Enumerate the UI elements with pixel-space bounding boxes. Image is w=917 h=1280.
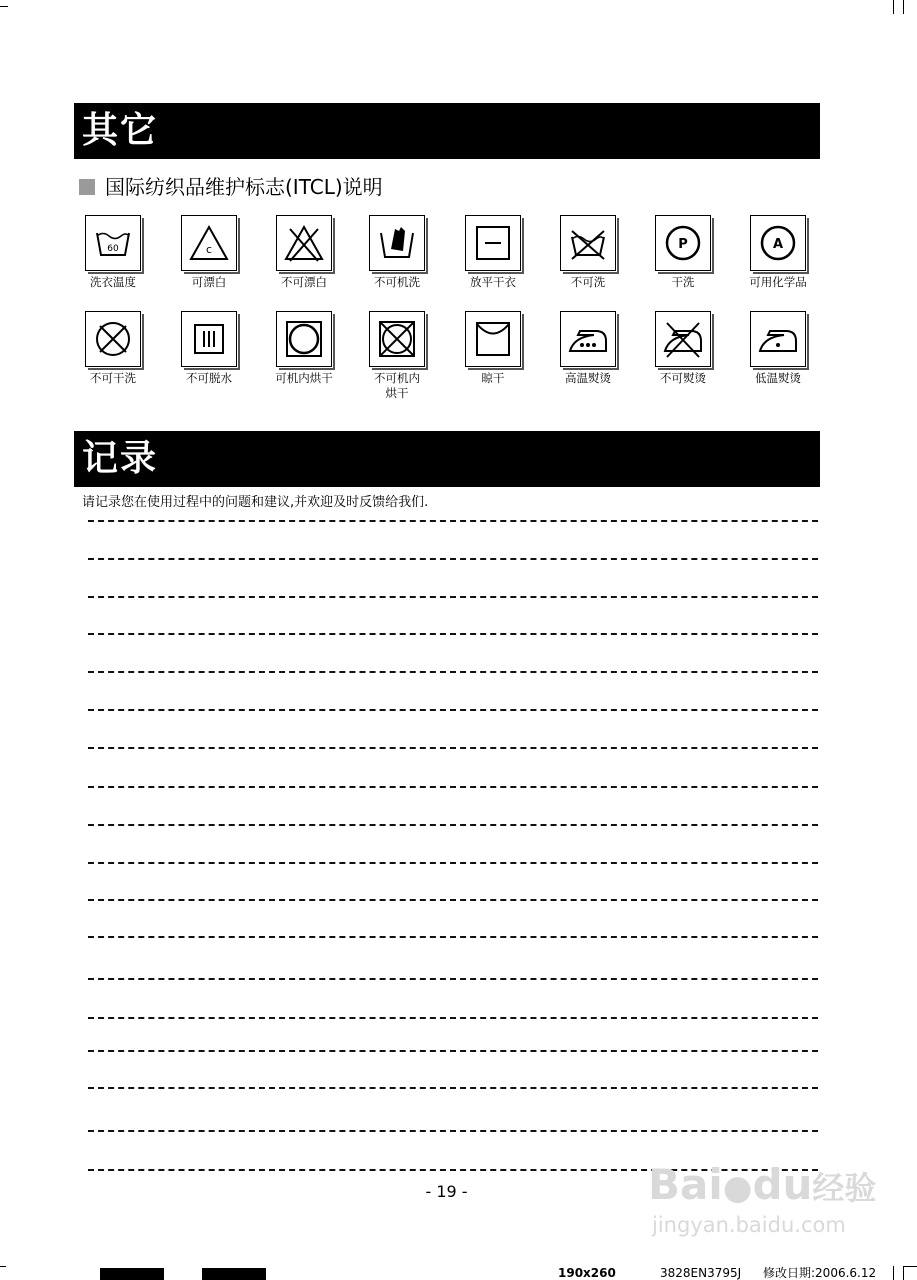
- dry-clean-letter: P: [678, 237, 688, 252]
- care-symbol-label: 不可漂白: [281, 275, 327, 289]
- care-symbol-dry-clean-p: [636, 215, 730, 290]
- dry-flat-icon: [465, 215, 521, 271]
- writing-line: [88, 520, 818, 522]
- dry-clean-letter: A: [772, 237, 784, 252]
- care-symbol-do-not-tumble-dry: [350, 311, 444, 401]
- bleach-icon: [181, 215, 237, 271]
- writing-line: [88, 671, 818, 673]
- writing-line: [88, 936, 818, 938]
- crop-mark: [0, 1266, 6, 1267]
- writing-line: [88, 899, 818, 901]
- care-symbol-line-dry: [446, 311, 540, 386]
- do-not-wash-icon: [560, 215, 616, 271]
- care-symbol-label: 不可熨烫: [660, 371, 706, 385]
- care-symbol-label: 洗衣温度: [90, 275, 136, 289]
- footer-code: 3828EN3795J: [660, 1266, 742, 1280]
- writing-line: [88, 786, 818, 788]
- crop-mark: [0, 6, 8, 7]
- hand-wash-icon: [369, 215, 425, 271]
- watermark-suffix: 经验: [812, 1169, 877, 1207]
- do-not-wring-icon: [181, 311, 237, 367]
- care-symbol-label: 不可脱水: [186, 371, 232, 385]
- writing-line: [88, 709, 818, 711]
- crop-mark: [903, 1266, 917, 1267]
- care-symbol-label: 干洗: [671, 275, 695, 289]
- do-not-iron-icon: [655, 311, 711, 367]
- care-symbol-label: 可用化学品: [749, 275, 807, 289]
- bullet-square-icon: [79, 179, 95, 195]
- care-symbol-dry-flat: [446, 215, 540, 290]
- crop-mark: [903, 0, 904, 14]
- iron-high-icon: [560, 311, 616, 367]
- writing-line: [88, 747, 818, 749]
- print-registration-bar: [100, 1268, 164, 1280]
- dry-clean-a-icon: [750, 215, 806, 271]
- tumble-dry-icon: [276, 311, 332, 367]
- watermark-brand2: du: [752, 1160, 813, 1209]
- baidu-watermark: [648, 1160, 876, 1213]
- care-symbol-iron-high: [541, 311, 635, 386]
- care-symbol-do-not-iron: [636, 311, 730, 386]
- care-symbol-hand-wash: [350, 215, 444, 290]
- crop-mark: [893, 1266, 894, 1280]
- watermark-brand: Bai: [648, 1160, 723, 1209]
- care-symbol-label: 不可机内 烘干: [374, 371, 420, 400]
- care-symbol-label: 晾干: [481, 371, 505, 385]
- care-symbol-label: 不可机洗: [374, 275, 420, 289]
- care-symbol-wash-temperature: [66, 215, 160, 290]
- svg-text:c: c: [205, 243, 213, 256]
- itcl-heading-text: 国际纺织品维护标志(ITCL)说明: [105, 175, 383, 199]
- care-symbol-label: 不可洗: [570, 275, 606, 289]
- writing-line: [88, 862, 818, 864]
- care-symbol-do-not-dry-clean: [66, 311, 160, 386]
- itcl-heading: [79, 174, 383, 200]
- wash-temperature-icon: [85, 215, 141, 271]
- section-title-other: 其它: [74, 103, 820, 159]
- writing-line: [88, 558, 818, 560]
- crop-mark: [893, 0, 894, 14]
- care-symbol-label: 不可干洗: [90, 371, 136, 385]
- paw-icon: ●: [722, 1168, 753, 1208]
- care-symbol-label: 可漂白: [191, 275, 227, 289]
- writing-line: [88, 1050, 818, 1052]
- no-bleach-icon: [276, 215, 332, 271]
- do-not-tumble-dry-icon: [369, 311, 425, 367]
- writing-line: [88, 1017, 818, 1019]
- care-symbol-bleach: [162, 215, 256, 290]
- section-title-record: 记录: [74, 431, 820, 487]
- care-symbol-iron-low: [731, 311, 825, 386]
- care-symbol-no-bleach: [257, 215, 351, 290]
- writing-line: [88, 596, 818, 598]
- dry-clean-p-icon: [655, 215, 711, 271]
- footer-size: 190x260: [558, 1266, 616, 1280]
- writing-line: [88, 1087, 818, 1089]
- care-symbol-dry-clean-a: [731, 215, 825, 290]
- svg-text:60: 60: [107, 244, 119, 254]
- writing-line: [88, 978, 818, 980]
- watermark-url: jingyan.baidu.com: [652, 1213, 846, 1237]
- crop-mark: [903, 1266, 904, 1280]
- care-symbol-label: 可机内烘干: [275, 371, 333, 385]
- care-symbol-label: 低温熨烫: [755, 371, 801, 385]
- line-dry-icon: [465, 311, 521, 367]
- care-symbol-label: 放平干衣: [470, 275, 516, 289]
- record-intro-text: 请记录您在使用过程中的问题和建议,并欢迎及时反馈给我们.: [82, 495, 429, 510]
- print-registration-bar: [202, 1268, 266, 1280]
- care-symbol-do-not-wash: [541, 215, 635, 290]
- care-symbol-label: 高温熨烫: [565, 371, 611, 385]
- iron-low-icon: [750, 311, 806, 367]
- do-not-dry-clean-icon: [85, 311, 141, 367]
- footer-date: 修改日期:2006.6.12: [763, 1266, 877, 1280]
- writing-line: [88, 824, 818, 826]
- writing-line: [88, 1130, 818, 1132]
- writing-line: [88, 633, 818, 635]
- care-symbol-tumble-dry: [257, 311, 351, 386]
- page-number: - 19 -: [425, 1182, 468, 1201]
- care-symbol-do-not-wring: [162, 311, 256, 386]
